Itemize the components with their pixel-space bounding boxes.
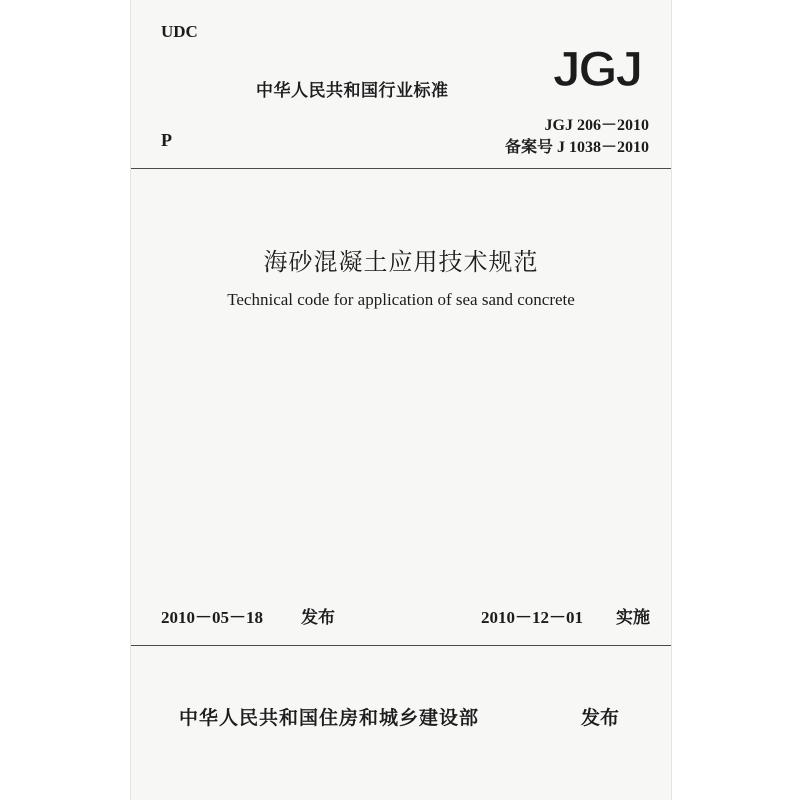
jgj-logo-text: JGJ [552, 44, 642, 94]
document-cover [130, 0, 672, 800]
top-divider [131, 168, 671, 169]
publish-label: 发布 [581, 707, 620, 729]
udc-label: UDC [161, 22, 198, 41]
effective-date: 2010－12－01 [481, 608, 583, 627]
publisher-name: 中华人民共和国住房和城乡建设部 [179, 707, 480, 729]
jgj-logo [543, 44, 651, 94]
industry-standard-label: 中华人民共和国行业标准 [256, 81, 449, 101]
standard-number: JGJ 206－2010 [544, 117, 649, 134]
issue-date: 2010－05－18 [161, 608, 263, 627]
effective-label: 实施 [616, 608, 650, 628]
title-english: Technical code for application of sea sand concrete [227, 290, 575, 309]
category-letter: P [161, 130, 172, 150]
issue-label: 发布 [301, 608, 335, 628]
bottom-divider [131, 645, 671, 646]
title-chinese: 海砂混凝土应用技术规范 [263, 248, 539, 276]
record-number: 备案号 J 1038－2010 [504, 139, 649, 156]
